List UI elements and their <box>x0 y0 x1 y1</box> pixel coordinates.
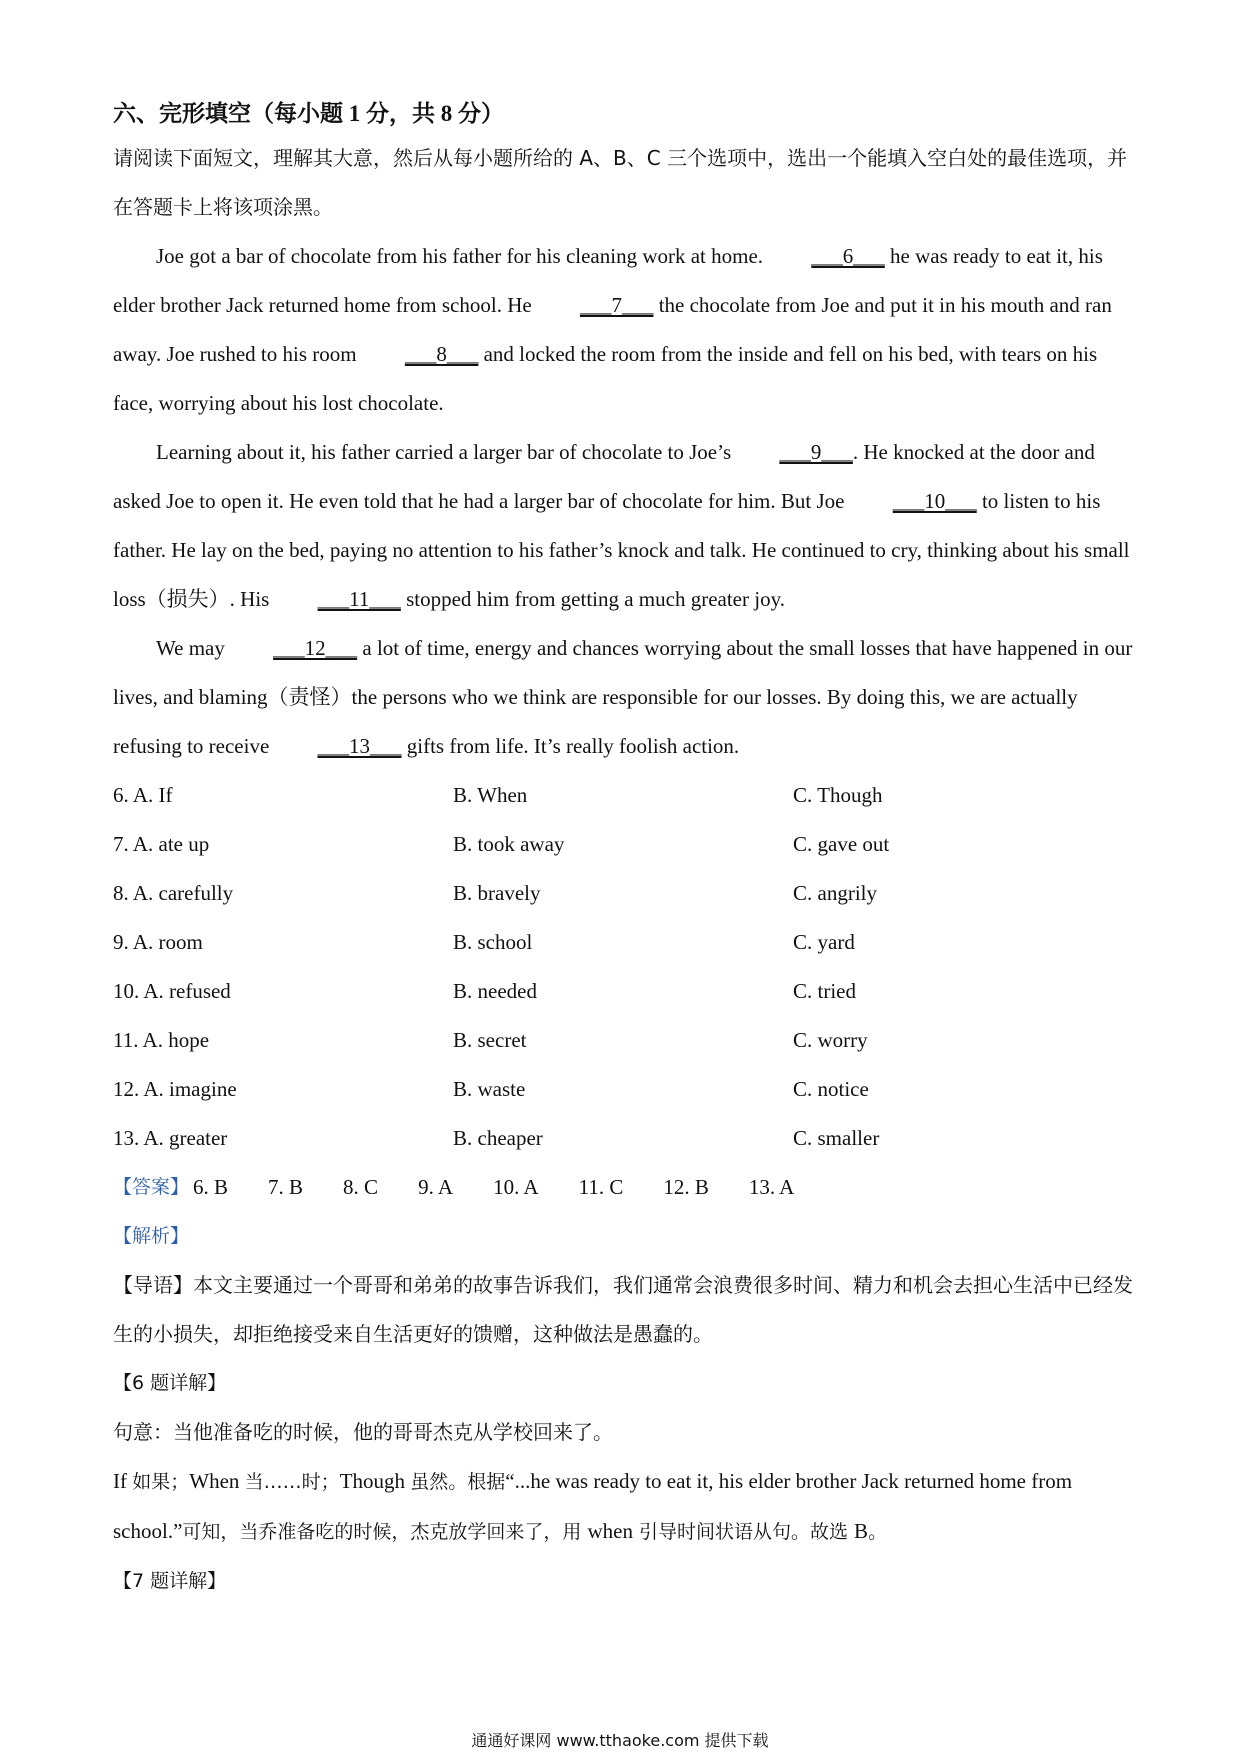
passage-text: Joe got a bar of chocolate from his father for his cleaning work at home. <box>156 244 769 268</box>
option-a: 13. A. greater <box>113 1126 228 1150</box>
blank-6: ___6___ <box>811 244 885 268</box>
answer-item: 7. B <box>268 1175 304 1199</box>
option-b: B. cheaper <box>453 1126 543 1150</box>
option-a: 10. A. refused <box>113 979 231 1003</box>
blank-7: ___7___ <box>579 293 654 317</box>
option-a: 7. A. ate up <box>113 832 210 856</box>
page-footer: 通通好课网 www.tthaoke.com 提供下载 <box>471 1731 769 1750</box>
option-row-13 <box>113 1114 1135 1163</box>
blank-9: ___9___ <box>779 440 853 464</box>
option-b: B. secret <box>453 1028 527 1052</box>
option-row-6 <box>113 771 1135 820</box>
instruction-text: 请阅读下面短文，理解其大意，然后从每小题所给的 A、B、C 三个选项中，选出一个能填入空白处的最佳选项，并在答题卡上将该项涂黑。 <box>113 146 1128 219</box>
answer-item: 12. B <box>663 1175 709 1199</box>
blank-11: ___11___ <box>317 587 401 611</box>
option-c: C. tried <box>793 979 856 1003</box>
explanation-text: Though <box>339 1469 411 1493</box>
passage-paragraph-1 <box>113 232 1135 428</box>
analysis-label: 【解析】 <box>113 1225 190 1247</box>
options-list <box>113 771 1135 1163</box>
explanation-text: 可知，当乔准备吃的时候，杰克放学回来了，用 <box>182 1521 588 1543</box>
explanation-text: If <box>113 1469 133 1493</box>
answer-item: 11. C <box>578 1175 624 1199</box>
answer-item: 10. A <box>493 1175 539 1199</box>
passage-text: the chocolate from Joe and put it in his mouth and ran away. Joe rushed to his room <box>113 293 1112 366</box>
option-b: B. When <box>453 783 528 807</box>
blank-10: ___10___ <box>892 489 977 513</box>
q7-heading: 【7 题详解】 <box>113 1570 227 1592</box>
passage-text: stopped him from getting a much greater joy. <box>400 587 785 611</box>
answer-item: 13. A <box>748 1175 795 1199</box>
answer-item: 8. C <box>343 1175 379 1199</box>
answer-label: 【答案】 <box>113 1176 190 1198</box>
option-a: 12. A. imagine <box>113 1077 237 1101</box>
blank-8: ___8___ <box>404 342 479 366</box>
guide-label: 【导语】 <box>113 1273 193 1297</box>
option-row-11 <box>113 1016 1135 1065</box>
option-c: C. angrily <box>793 881 877 905</box>
option-row-8 <box>113 869 1135 918</box>
explanation-text: 引导时间状语从句。故选 <box>632 1521 855 1543</box>
answer-item: 9. A <box>418 1175 454 1199</box>
option-a: 11. A. hope <box>113 1028 210 1052</box>
option-c: C. Though <box>793 783 883 807</box>
answer-item: 6. B <box>193 1175 229 1199</box>
passage-text: We may <box>156 636 231 660</box>
option-a: 9. A. room <box>113 930 203 954</box>
passage-text: gifts from life. It’s really foolish action. <box>401 734 740 758</box>
explanation-text: 当……时； <box>244 1471 340 1493</box>
explanation-text: 。 <box>868 1521 888 1543</box>
option-c: C. gave out <box>793 832 890 856</box>
option-b: B. school <box>453 930 533 954</box>
passage-text: Learning about it, his father carried a larger bar of chocolate to Joe’s <box>156 440 737 464</box>
option-b: B. needed <box>453 979 537 1003</box>
option-b: B. took away <box>453 832 565 856</box>
answer-row <box>113 1163 1135 1212</box>
option-row-7 <box>113 820 1135 869</box>
page-content <box>113 94 1135 1606</box>
explanation-quote: “...he was ready to eat it, his elder brother Jack returned home from school.” <box>113 1469 1073 1543</box>
option-c: C. worry <box>793 1028 868 1052</box>
passage-text: to listen to his father. He lay on the bed, paying no attention to his father’s knock and talk. He continued to cry, thinking about his small loss（损失）. His <box>113 489 1130 611</box>
passage-text: he was ready to eat it, his elder brother Jack returned home from school. He <box>113 244 1103 317</box>
blank-13: ___13___ <box>317 734 402 758</box>
option-b: B. bravely <box>453 881 541 905</box>
explanation-text: When <box>189 1469 245 1493</box>
blank-12: ___12___ <box>273 636 358 660</box>
option-a: 6. A. If <box>113 783 173 807</box>
passage-text: . He knocked at the door and asked Joe to open it. He even told that he had a larger bar of chocolate for him. But Joe <box>113 440 1095 513</box>
option-row-12 <box>113 1065 1135 1114</box>
passage-paragraph-3 <box>113 624 1135 771</box>
q6-explanation <box>113 1457 1135 1557</box>
explanation-text: when <box>587 1519 633 1543</box>
passage-text: and locked the room from the inside and fell on his bed, with tears on his face, worrying about his lost chocolate. <box>113 342 1098 415</box>
passage-text: a lot of time, energy and chances worrying about the small losses that have happened in our lives, and blaming（责怪）the persons who we think are responsible for our losses. By doing this, we are actually refusing to receive <box>113 636 1133 758</box>
option-a: 8. A. carefully <box>113 881 234 905</box>
passage-paragraph-2 <box>113 428 1135 624</box>
q6-meaning: 句意：当他准备吃的时候，他的哥哥杰克从学校回来了。 <box>113 1420 613 1444</box>
explanation-text: 虽然。根据 <box>410 1471 506 1493</box>
option-c: C. smaller <box>793 1126 880 1150</box>
guide-text: 本文主要通过一个哥哥和弟弟的故事告诉我们，我们通常会浪费很多时间、精力和机会去担心生活中已经发生的小损失，却拒绝接受来自生活更好的馈赠，这种做法是愚蠢的。 <box>113 1273 1133 1346</box>
option-row-9 <box>113 918 1135 967</box>
explanation-text: B <box>854 1519 869 1543</box>
option-c: C. yard <box>793 930 855 954</box>
option-row-10 <box>113 967 1135 1016</box>
section-title: 六、完形填空（每小题 1 分，共 8 分） <box>113 101 504 126</box>
option-c: C. notice <box>793 1077 869 1101</box>
explanation-text: 如果； <box>132 1471 190 1493</box>
option-b: B. waste <box>453 1077 526 1101</box>
q6-heading: 【6 题详解】 <box>113 1372 227 1394</box>
guide-paragraph <box>113 1261 1135 1359</box>
